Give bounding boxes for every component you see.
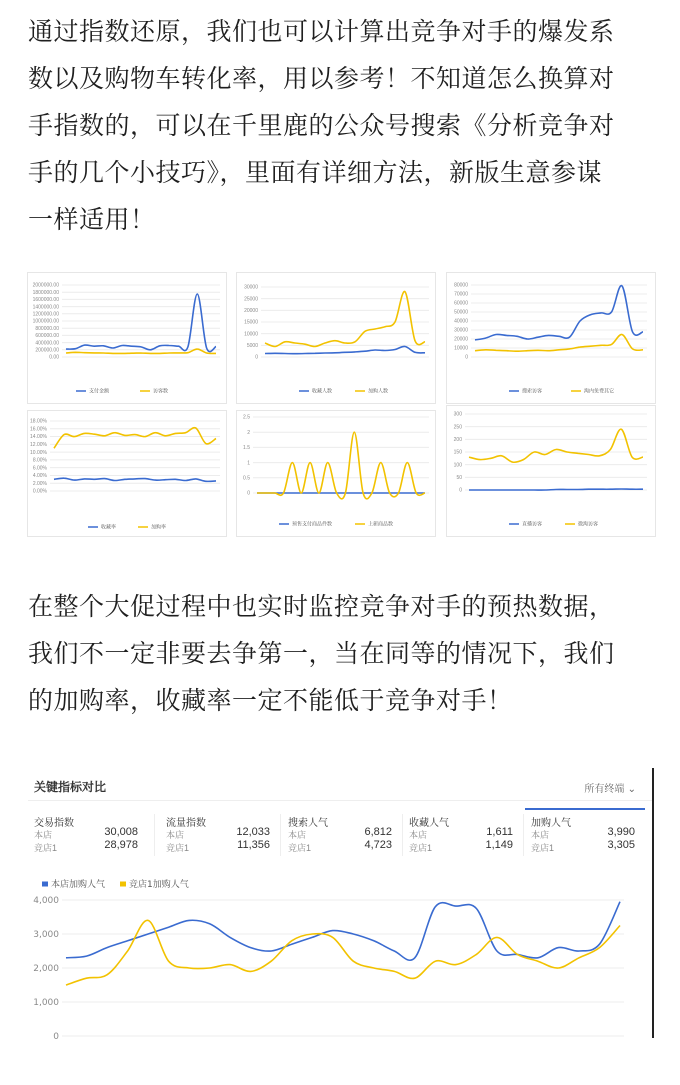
legend-label: 预售支付商品件数: [292, 521, 333, 528]
metric-cart-popularity[interactable]: [525, 808, 645, 862]
legend-label: 访客数: [153, 388, 169, 395]
series-line: [54, 478, 216, 481]
row-value: 4,723: [364, 839, 392, 851]
text-line: 手指数的，可以在千里鹿的公众号搜索《分析竞争对: [28, 111, 615, 140]
metric-favorite-popularity[interactable]: [403, 810, 523, 862]
row-value: 12,033: [236, 826, 270, 838]
dashboard-title: 关键指标对比: [34, 780, 107, 794]
legend-label: 直播访客: [522, 521, 543, 528]
legend-label: 收藏人数: [312, 388, 333, 395]
row-label: 本店: [288, 830, 307, 840]
metric-name: 加购人气: [531, 818, 571, 829]
chart-rates: [27, 410, 227, 537]
y-tick-label: 2.00%: [32, 480, 47, 487]
y-tick-label: 4.00%: [32, 473, 47, 480]
y-tick-label: 2000000.00: [32, 282, 59, 289]
terminal-filter-dropdown[interactable]: [584, 780, 636, 795]
text-line: 我们不一定非要去争第一，当在同等的情况下，我们: [28, 639, 615, 668]
row-value: 1,611: [486, 826, 513, 838]
y-tick-label: 0.5: [243, 475, 250, 482]
row-value: 6,812: [364, 826, 392, 838]
metric-name: 流量指数: [166, 818, 206, 829]
metric-trade-index[interactable]: [28, 810, 148, 862]
divider: [280, 814, 281, 856]
legend-label: 竞店1加购人气: [129, 880, 189, 890]
y-tick-label: 20000: [244, 308, 258, 314]
text-line: 的加购率，收藏率一定不能低于竞争对手！: [28, 686, 513, 715]
chart-search-visitors: [446, 272, 656, 404]
y-tick-label: 1600000.00: [32, 297, 59, 304]
metric-search-popularity[interactable]: [282, 810, 402, 862]
cart-popularity-line-chart: [28, 872, 650, 1042]
row-label: 本店: [409, 830, 428, 840]
y-tick-label: 300: [453, 411, 462, 418]
y-tick-label: 10.00%: [30, 449, 47, 456]
legend-label: 加购率: [151, 524, 167, 531]
divider: [652, 768, 654, 1038]
text-line: 手的几个小技巧》，里面有详细方法，新版生意参谋: [28, 158, 603, 187]
y-tick-label: 16.00%: [30, 426, 47, 433]
y-tick-label: 3,000: [33, 930, 59, 940]
filter-label: 所有终端: [584, 784, 625, 795]
monitor-paragraph: [28, 583, 656, 724]
y-tick-label: 4,000: [33, 896, 59, 906]
text-line: 一样适用！: [28, 205, 156, 234]
text-line: 在整个大促过程中也实时监控竞争对手的预热数据，: [28, 592, 615, 621]
row-value: 28,978: [104, 839, 138, 851]
divider: [154, 814, 155, 856]
y-tick-label: 10000: [454, 345, 468, 352]
intro-paragraph: [28, 8, 656, 243]
y-tick-label: 200000.00: [35, 347, 59, 354]
row-value: 3,990: [607, 826, 635, 838]
y-tick-label: 1400000.00: [32, 304, 59, 311]
chart-favorites-cart: [236, 272, 436, 404]
legend-label: 本店加购人气: [51, 880, 106, 890]
row-value: 3,305: [607, 839, 635, 851]
legend-label: 支付金额: [89, 388, 110, 395]
y-tick-label: 0: [255, 354, 258, 361]
y-tick-label: 30000: [454, 327, 468, 334]
y-tick-label: 100: [453, 462, 462, 469]
text-line: 数以及购物车转化率，用以参考！不知道怎么换算对: [28, 64, 615, 93]
row-label: 竞店1: [531, 843, 555, 853]
series-line: [66, 920, 620, 985]
y-tick-label: 0.00: [49, 354, 59, 361]
row-label: 竞店1: [409, 843, 433, 853]
y-tick-label: 30000: [244, 284, 258, 291]
y-tick-label: 15000: [244, 319, 258, 326]
row-label: 竞店1: [288, 843, 312, 853]
chevron-down-icon: ⌄: [627, 784, 636, 795]
row-label: 本店: [166, 830, 185, 840]
y-tick-label: 400000.00: [35, 340, 59, 347]
y-tick-label: 1800000.00: [32, 289, 59, 296]
metric-name: 搜索人气: [288, 818, 328, 829]
row-value: 11,356: [237, 839, 270, 851]
legend-label: 上新商品数: [368, 521, 394, 528]
y-tick-label: 1000000.00: [32, 318, 59, 325]
y-tick-label: 0: [53, 1032, 59, 1042]
row-value: 30,008: [104, 826, 138, 838]
legend-label: 微淘访客: [578, 521, 599, 528]
row-label: 竞店1: [166, 843, 190, 853]
metric-name: 交易指数: [34, 818, 74, 829]
series-line: [66, 902, 620, 961]
y-tick-label: 18.00%: [30, 418, 47, 425]
y-tick-label: 150: [453, 449, 462, 456]
y-tick-label: 800000.00: [35, 325, 59, 332]
series-line: [265, 346, 425, 353]
row-label: 本店: [34, 830, 53, 840]
y-tick-label: 5000: [246, 343, 258, 349]
y-tick-label: 1.5: [243, 445, 250, 452]
legend-label: 收藏率: [101, 524, 117, 531]
y-tick-label: 2,000: [33, 964, 59, 974]
y-tick-label: 12.00%: [30, 442, 47, 448]
y-tick-label: 0: [465, 354, 468, 361]
metric-name: 收藏人气: [409, 818, 449, 829]
series-line: [469, 429, 643, 462]
row-label: 竞店1: [34, 843, 58, 853]
y-tick-label: 50000: [454, 309, 468, 316]
y-tick-label: 0: [247, 490, 250, 497]
chart-payment-visitors: [27, 272, 227, 404]
text-line: 通过指数还原，我们也可以计算出竞争对手的爆发系: [28, 17, 615, 46]
y-tick-label: 80000: [454, 282, 468, 289]
y-tick-label: 2: [247, 429, 250, 436]
y-tick-label: 20000: [454, 336, 468, 343]
y-tick-label: 0.00%: [32, 488, 47, 495]
y-tick-label: 1,000: [33, 998, 59, 1008]
legend-label: 搜索访客: [522, 388, 543, 395]
y-tick-label: 200: [453, 437, 462, 443]
chart-presale-new: [236, 410, 436, 537]
series-line: [265, 291, 425, 346]
series-line: [54, 428, 216, 449]
y-tick-label: 60000: [454, 300, 468, 307]
y-tick-label: 25000: [244, 296, 258, 303]
metric-traffic-index[interactable]: [160, 810, 280, 862]
y-tick-label: 6.00%: [32, 465, 47, 472]
y-tick-label: 0: [459, 487, 462, 494]
y-tick-label: 1: [247, 460, 250, 467]
y-tick-label: 2.5: [243, 414, 250, 421]
row-label: 本店: [531, 830, 550, 840]
y-tick-label: 40000: [454, 318, 468, 325]
y-tick-label: 10000: [244, 331, 258, 338]
legend-label: 淘内免费其它: [584, 388, 615, 395]
y-tick-label: 50: [456, 475, 462, 481]
legend-label: 加购人数: [368, 388, 389, 395]
y-tick-label: 600000.00: [35, 333, 59, 340]
y-tick-label: 250: [453, 424, 462, 431]
y-tick-label: 1200000.00: [32, 311, 59, 318]
y-tick-label: 8.00%: [32, 457, 47, 464]
divider: [28, 800, 652, 801]
y-tick-label: 70000: [454, 291, 468, 298]
divider: [523, 814, 524, 856]
row-value: 1,149: [485, 839, 513, 851]
series-line: [257, 432, 425, 499]
chart-live-weitao: [446, 405, 656, 537]
key-metrics-dashboard: [28, 768, 656, 1068]
y-tick-label: 14.00%: [30, 434, 47, 441]
